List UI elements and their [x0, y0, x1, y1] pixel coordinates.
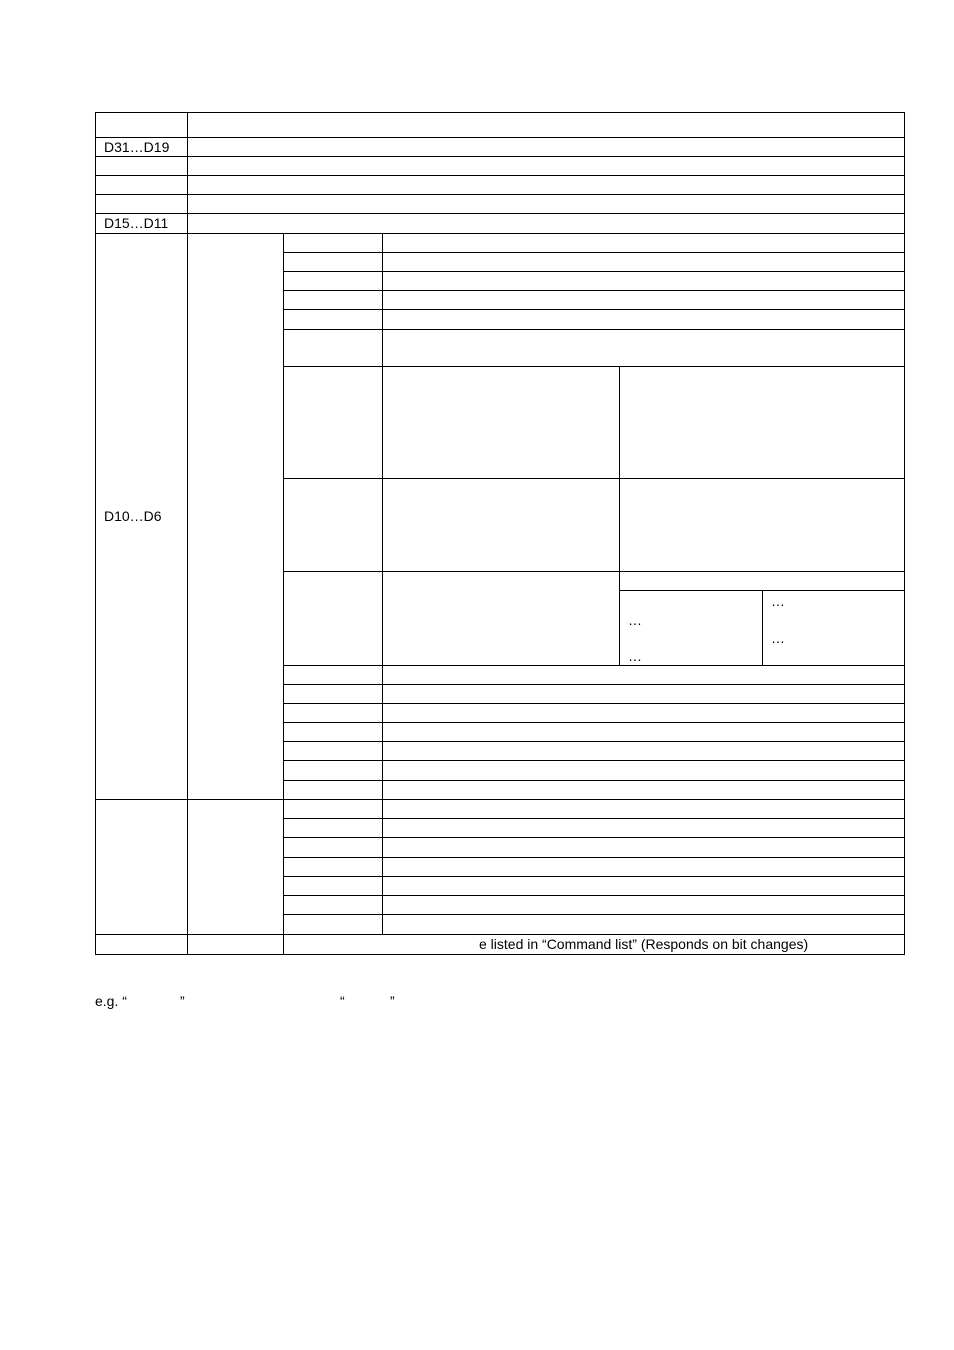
caption-close-quote: ”: [390, 993, 395, 1009]
sub-row-divider: [283, 703, 905, 704]
caption-close-quote: ”: [180, 993, 185, 1009]
col-divider: [283, 233, 284, 955]
sub-row-divider: [619, 590, 905, 591]
bit-label-d10-d6: D10…D6: [104, 508, 162, 524]
sub-row-divider: [283, 895, 905, 896]
bit-label-d15-d11: D15…D11: [104, 215, 169, 231]
nested-ellipsis: …: [771, 593, 785, 609]
sub-row-divider: [283, 478, 905, 479]
row-divider: [95, 156, 905, 157]
footer-row-text: e listed in “Command list” (Responds on bit changes): [479, 936, 809, 952]
bit-label-d31-d19: D31…D19: [104, 139, 170, 155]
sub-row-divider: [283, 760, 905, 761]
sub-row-divider: [283, 837, 905, 838]
sub-row-divider: [283, 741, 905, 742]
row-divider: [95, 175, 905, 176]
sub-row-divider: [283, 857, 905, 858]
sub-row-divider: [283, 366, 905, 367]
row-divider: [95, 799, 905, 800]
sub-row-divider: [283, 252, 905, 253]
caption-prefix: e.g. “: [95, 993, 127, 1009]
row-divider: [95, 137, 905, 138]
nested-ellipsis: …: [628, 648, 642, 664]
sub-row-divider: [283, 329, 905, 330]
row-divider: [95, 233, 905, 234]
nested-ellipsis: …: [628, 612, 642, 628]
table-border: [95, 112, 905, 955]
row-divider: [95, 213, 905, 214]
sub-row-divider: [283, 780, 905, 781]
sub-row-divider: [283, 914, 905, 915]
sub-row-divider: [283, 271, 905, 272]
row-divider: [95, 194, 905, 195]
sub-row-divider: [283, 571, 905, 572]
sub-row-divider: [283, 876, 905, 877]
sub-row-divider: [283, 309, 905, 310]
row-divider: [95, 934, 905, 935]
col-divider: [382, 233, 383, 934]
caption-open-quote: “: [340, 993, 345, 1009]
col-divider: [619, 366, 620, 665]
col-divider: [762, 590, 763, 665]
nested-ellipsis: …: [771, 630, 785, 646]
sub-row-divider: [283, 290, 905, 291]
sub-row-divider: [283, 722, 905, 723]
col-divider: [187, 112, 188, 955]
sub-row-divider: [283, 665, 905, 666]
sub-row-divider: [283, 684, 905, 685]
sub-row-divider: [283, 818, 905, 819]
